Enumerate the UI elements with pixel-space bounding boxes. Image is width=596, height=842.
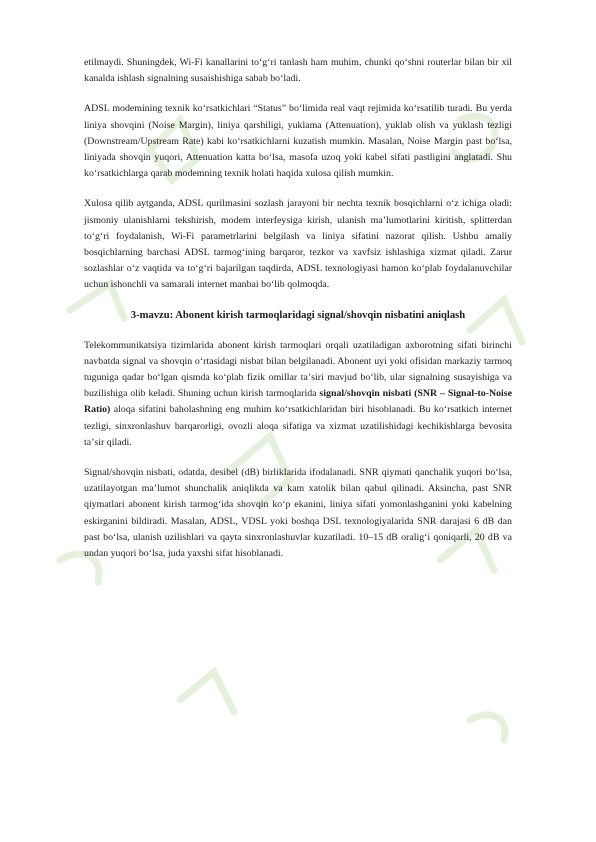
paragraph-wifi-channels: etilmaydi. Shuningdek, Wi-Fi kanallarini toʻgʻri tanlash ham muhim, chunki qoʻshni routerlar bilan bir xil kanalda ishlash signalning susaishishiga sabab boʻladi. [84,57,512,85]
paragraph-snr-intro-part1: Telekommunikatsiya tizimlarida abonent kirish tarmoqlari orqali uzatiladigan axborotning sifati birinchi navbatda signal va shovqin oʻrtasidagi nisbat bilan belgilanadi. Abonent uyi yoki ofisidan markaziy tarmoq tuguniga qadar boʻlgan qismda koʻplab fizik omillar taʼsiri mavjud boʻlib, ular signalning susayishiga va buzilishiga olib keladi. Shuning uchun kirish tarmoqlarida [84,339,512,400]
paragraph-snr-intro [84,338,512,451]
paragraph-snr-intro-part2: aloqa sifatini baholashning eng muhim koʻrsatkichlaridan biri hisoblanadi. Bu koʻrsatkich internet tezligi, sinxronlashuv barqarorligi, ovozli aloqa sifatiga va xizmat uzatilishidagi kechikishlarga bevosita taʼsir qiladi. [84,404,512,448]
document-page [84,55,512,576]
section-heading: 3-mavzu: Abonent kirish tarmoqlaridagi signal/shovqin nisbatini aniqlash [130,309,466,321]
paragraph-adsl-status: ADSL modemining texnik koʻrsatkichlari “Status” boʻlimida real vaqt rejimida koʻrsatilib turadi. Bu yerda liniya shovqini (Noise Margin), liniya qarshiligi, yuklama (Attenuation), yuklab olish va yuklash tezligi (Downstream/Upstream Rate) kabi koʻrsatkichlarni kuzatish mumkin. Masalan, Noise Margin past boʻlsa, liniyada shovqin yuqori, Attenuation katta boʻlsa, masofa uzoq yoki kabel sifati pastligini anglatadi. Shu koʻrsatkichlarga qarab modemning texnik holati haqida xulosa qilish mumkin. [84,103,512,180]
paragraph-conclusion: Xulosa qilib aytganda, ADSL qurilmasini sozlash jarayoni bir nechta texnik bosqichlarni oʻz ichiga oladi: jismoniy ulanishlarni tekshirish, modem interfeysiga kirish, ulanish maʼlumotlarini kiritish, splitterdan toʻgʻri foydalanish, Wi-Fi parametrlarini belgilash va liniya sifatini nazorat qilish. Ushbu amaliy bosqichlarning barchasi ADSL tarmogʻining barqaror, tezkor va xavfsiz ishlashiga xizmat qiladi. Zarur sozlashlar oʻz vaqtida va toʻgʻri bajarilgan taqdirda, ADSL texnologiyasi hamon koʻplab foydalanuvchilar uchun ishonchli va samarali internet manbai boʻlib qolmoqda. [84,198,512,291]
paragraph-snr-values: Signal/shovqin nisbati, odatda, desibel (dB) birliklarida ifodalanadi. SNR qiymati qanchalik yuqori boʻlsa, uzatilayotgan maʼlumot shunchalik aniqlikda va kam xatolik bilan qabul qilinadi. Aksincha, past SNR qiymatlari abonent kirish tarmogʻida shovqin koʻp ekanini, liniya sifati yomonlashganini yoki kabelning eskirganini bildiradi. Masalan, ADSL, VDSL yoki boshqa DSL texnologiyalarida SNR darajasi 6 dB dan past boʻlsa, ulanish uzilishlari va qayta sinxronlashuvlar kuzatiladi. 10–15 dB oraligʻi qoniqarli, 20 dB va undan yuqori boʻlsa, juda yaxshi sifat hisoblanadi. [84,467,512,560]
snr-term-bold: signal/shovqin nisbati (SNR – Signal-to-Noise Ratio) [84,388,513,416]
